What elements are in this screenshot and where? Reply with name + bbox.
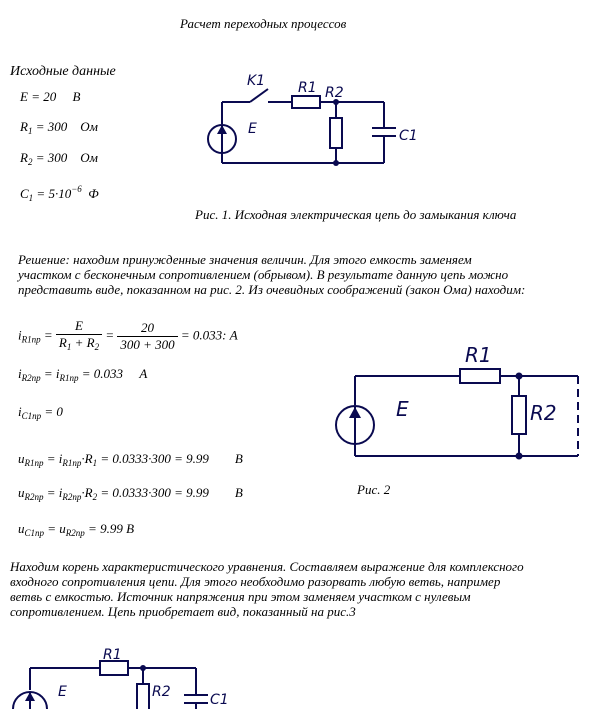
switch-k1 xyxy=(250,89,268,102)
eq-i-r1: $i_{R1пр}$ = $\frac{E}{R_1 + R_2}$ = $\frac{20}{300 + 300}$ = 0.033: A xyxy=(18,318,238,355)
fig1-label-r1: R1 xyxy=(298,80,317,96)
fig1-label-c1: C1 xyxy=(399,128,418,144)
given-E: E = 20 В xyxy=(20,89,81,104)
fig1-label-k1: K1 xyxy=(247,73,266,89)
fig2-label-r1: R1 xyxy=(465,343,492,367)
fig3-label-e: E xyxy=(58,684,67,700)
resistor-r2 xyxy=(137,684,149,709)
characteristic-paragraph: Находим корень характеристического уравнения. Составляем выражение для комплексного входного сопротивления цепи. Для этого необходимо разорвать любую ветвь, например ветвь с емкостью. Источник напряжения при этом заменяем участком с нулевым сопротивлением. Цепь приобретает вид, показанный на рис.3 xyxy=(10,559,524,619)
fig3-label-r2: R2 xyxy=(152,684,171,700)
fig1-label-e: E xyxy=(248,121,257,137)
resistor-r1 xyxy=(100,661,128,675)
fig1-circuit xyxy=(208,89,396,163)
eq-u-r2: $u_{R2пр} = i_{R2пр}\cdot R_2 = 0.0333\cdot 300 = 9.99$ В xyxy=(18,485,243,502)
given-R2: $R_2 = 300$ Ом xyxy=(20,150,98,167)
fig1-caption: Рис. 1. Исходная электрическая цепь до замыкания ключа xyxy=(195,207,517,222)
fraction-e-over-r: $\frac{E}{R_1 + R_2}$ xyxy=(56,318,102,355)
resistor-r1 xyxy=(460,369,500,383)
fig2-caption: Рис. 2 xyxy=(357,482,391,497)
resistor-r2 xyxy=(330,118,342,148)
resistor-r1 xyxy=(292,96,320,108)
given-heading: Исходные данные xyxy=(10,64,116,79)
eq-u-c1: $u_{C1пр} = u_{R2пр} = 9.99$ В xyxy=(18,521,135,538)
solution-paragraph: Решение: находим принужденные значения величин. Для этого емкость заменяем участком с бесконечным сопротивлением (обрывом). В результате данную цепь можно представить виде, показанном на рис. 2. Из очевидных соображений (закон Ома) находим: xyxy=(18,252,526,297)
fraction-numeric: $\frac{20}{300 + 300}$ xyxy=(117,320,177,353)
given-R1: $R_1 = 300$ Ом xyxy=(20,119,98,136)
fig2-label-r2: R2 xyxy=(530,401,557,425)
fig3-label-c1: C1 xyxy=(210,692,229,708)
eq-i-r2: $i_{R2пр} = i_{R1пр} = 0.033$ A xyxy=(18,366,148,383)
page-title: Расчет переходных процессов xyxy=(180,16,347,31)
fig2-label-e: E xyxy=(396,397,409,421)
eq-i-c1: $i_{C1пр} = 0$ xyxy=(18,404,63,421)
fig3-circuit xyxy=(13,661,208,709)
fig3-label-r1: R1 xyxy=(103,647,122,663)
fig1-label-r2: R2 xyxy=(325,85,344,101)
resistor-r2 xyxy=(512,396,526,434)
given-C1: $C_1 = 5\cdot 10^{-6}$ Ф xyxy=(20,184,99,203)
eq-u-r1: $u_{R1пр} = i_{R1пр}\cdot R_1 = 0.0333\cdot 300 = 9.99$ В xyxy=(18,451,243,468)
